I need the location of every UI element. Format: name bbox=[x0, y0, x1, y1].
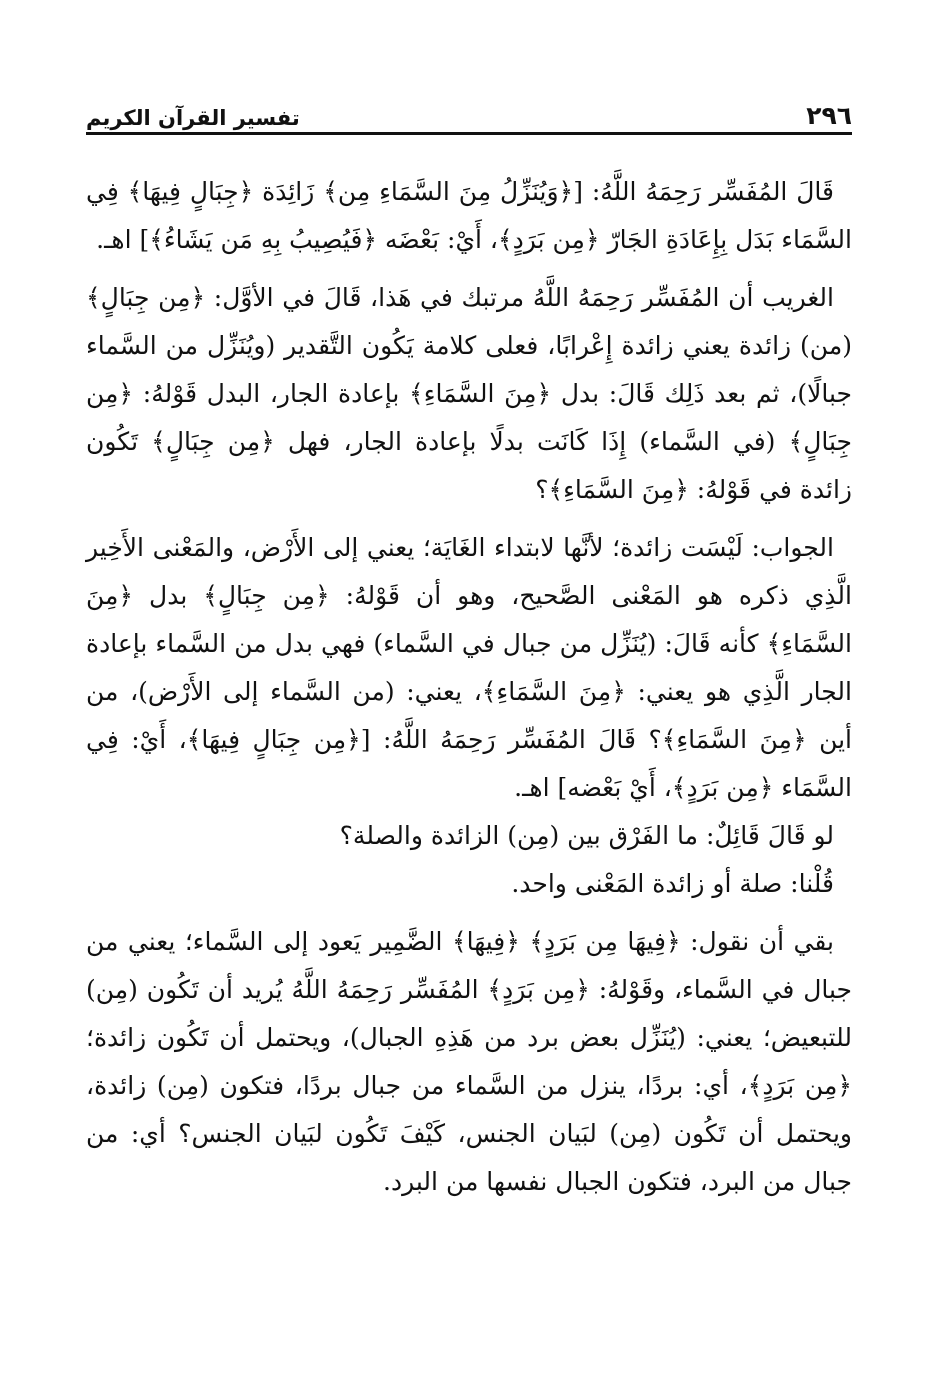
paragraph-6: بقي أن نقول: ﴿فِيهَا مِن بَرَدٍ﴾ ﴿فِيهَا﴾ الضَّمِير يَعود إلى السَّماء؛ يعني من جبال في السَّماء، وقَوْلهُ: ﴿مِن بَرَدٍ﴾ المُفَسِّر رَحِمَهُ اللَّهُ يُريد أن تَكُون (مِن) للتبعيض؛ يعني: (يُنَزِّل بعض برد من هَذِهِ الجبال)، ويحتمل أن تَكُون زائدة؛ ﴿مِن بَرَدٍ﴾، أي: بردًا، ينزل من السَّماء من جبال بردًا، فتكون (مِن) زائدة، ويحتمل أن تَكُون (مِن) لبَيان الجنس، كَيْفَ تَكُون لبَيان الجنس؟ أي: من جبال من البرد، فتكون الجبال نفسها من البرد. bbox=[86, 927, 852, 1196]
paragraph-5: قُلْنا: صلة أو زائدة المَعْنى واحد. bbox=[511, 869, 834, 898]
paragraph-1: قَالَ المُفَسِّر رَحِمَهُ اللَّهُ: [﴿وَيُنَزِّلُ مِنَ السَّمَاءِ مِن﴾ زَائِدَة ﴿جِبَالٍ فِيهَا﴾ فِي السَّمَاء بَدَل بِإِعَادَةِ الجَارّ ﴿مِن بَرَدٍ﴾، أَيْ: بَعْضَه ﴿فَيُصِيبُ بِهِ مَن يَشَاءُ﴾] اهـ. bbox=[86, 177, 852, 254]
page-body bbox=[86, 168, 852, 1206]
page-header bbox=[86, 96, 852, 135]
paragraph-4: لو قَالَ قَائِلٌ: ما الفَرْق بين (مِن) الزائدة والصلة؟ bbox=[339, 821, 834, 850]
paragraph-3: الجواب: لَيْسَت زائدة؛ لأنَّها لابتداء الغَايَة؛ يعني إلى الأَرْض، والمَعْنى الأَخِير الَّذِي ذكره هو المَعْنى الصَّحيح، وهو أن قَوْلهُ: ﴿مِن جِبَالٍ﴾ بدل ﴿مِنَ السَّمَاءِ﴾ كأنه قَالَ: (يُنَزِّل من جبال في السَّماء) فهي بدل من السَّماء بإعادة الجار الَّذِي هو يعني: ﴿مِنَ السَّمَاءِ﴾، يعني: (من السَّماء إلى الأَرْض)، من أين ﴿مِنَ السَّمَاءِ﴾؟ قَالَ المُفَسِّر رَحِمَهُ اللَّهُ: [﴿مِن جِبَالٍ فِيهَا﴾، أَيْ: فِي السَّمَاء ﴿مِن بَرَدٍ﴾، أَيْ بَعْضه] اهـ. bbox=[86, 533, 852, 802]
paragraph-2: الغريب أن المُفَسِّر رَحِمَهُ اللَّهُ مرتبك في هَذا، قَالَ في الأوَّل: ﴿مِن جِبَالٍ﴾ (من) زائدة يعني زائدة إِعْرابًا، فعلى كلامة يَكُون التَّقدير (ويُنَزِّل من السَّماء جبالًا)، ثم بعد ذَلِك قَالَ: بدل ﴿مِنَ السَّمَاءِ﴾ بإعادة الجار، البدل قَوْلهُ: ﴿مِن جِبَالٍ﴾ (في السَّماء) إِذَا كَانَت بدلًا بإعادة الجار، فهل ﴿مِن جِبَالٍ﴾ تَكُون زائدة في قَوْلهُ: ﴿مِنَ السَّمَاءِ﴾؟ bbox=[86, 283, 852, 504]
page-number: ٢٩٦ bbox=[806, 101, 852, 130]
book-title: تفسير القرآن الكريم bbox=[86, 106, 300, 130]
